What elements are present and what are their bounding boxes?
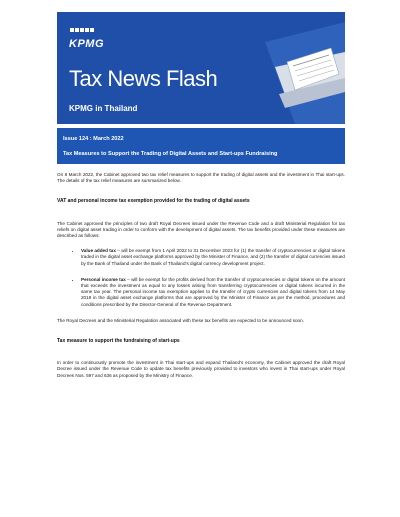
intro-paragraph: On 8 March 2022, the Cabinet approved two tax relief measures to support the trading of digital assets and the investment in Thai start-ups. The details of the tax relief measures are summarized below. <box>57 172 345 184</box>
newsletter-subtitle: KPMG in Thailand <box>69 104 138 113</box>
header-banner <box>57 12 345 124</box>
section-heading-start-ups: Tax measure to support the fundraising of start-ups <box>57 338 180 345</box>
article-body <box>57 172 345 388</box>
bullet-text: – will be exempt for the profits derived from the transfer of cryptocurrencies or digital tokens on the amount that exceeds the investment as equal to any losses arising from transferring cryptocurrencies or digital tokens incurred in the same tax year. The personal income tax exemption applies to the transfer of crypto currencies and digital tokens from 14 May 2018 in the digital asset exchange platforms that are approved by the Minister of Finance as per the method, procedures and conditions prescribed by the Director-General of the Revenue Department. <box>81 276 345 307</box>
bullet-term: Value added tax <box>81 248 116 254</box>
issue-bar <box>57 128 345 164</box>
section1-closing: The Royal Decrees and the Ministerial Regulation associated with these tax benefits are expected to be announced soon. <box>57 317 304 323</box>
logo-text: KPMG <box>69 38 104 50</box>
mailbox-newspaper-icon <box>235 12 345 124</box>
section2-paragraph: In order to continuously promote the investment in Thai start-ups and expand Thailand’s economy, the Cabinet approved the draft Royal Decree issued under the Revenue Code to update tax benefits previously provided to investors who invest in Thai start-ups under Royal Decrees Nos. 597 and 636 as proposed by the Ministry of Finance. <box>57 360 345 378</box>
bullet-term: Personal income tax <box>81 276 126 282</box>
section1-paragraph: The Cabinet approved the principles of two draft Royal Decrees issued under the Revenue Code and a draft Ministerial Regulation for tax reliefs on digital asset trading in order to conform with the development of digital assets. The tax benefits provided under these measures are described as follows: <box>57 220 345 239</box>
bullet-text: – will be exempt from 1 April 2022 to 31 December 2023 for (1) the transfer of cryptocurrencies or digital tokens traded in the digital asset exchange platforms approved by the Minister of Finance, and (2) the transfer of digital currencies issued by the Bank of Thailand under the Bank of Thailand’s digital currency development project. <box>81 248 345 266</box>
issue-number: Issue 124 : March 2022 <box>63 136 124 142</box>
list-item <box>81 277 345 308</box>
newsletter-title: Tax News Flash <box>69 66 218 91</box>
list-item <box>81 248 345 267</box>
section-heading-digital-assets: VAT and personal income tax exemption provided for the trading of digital assets <box>57 198 250 205</box>
kpmg-logo-icon <box>70 28 94 32</box>
tax-benefits-list <box>57 248 345 308</box>
article-title: Tax Measures to Support the Trading of Digital Assets and Start-ups Fundraising <box>63 151 278 157</box>
